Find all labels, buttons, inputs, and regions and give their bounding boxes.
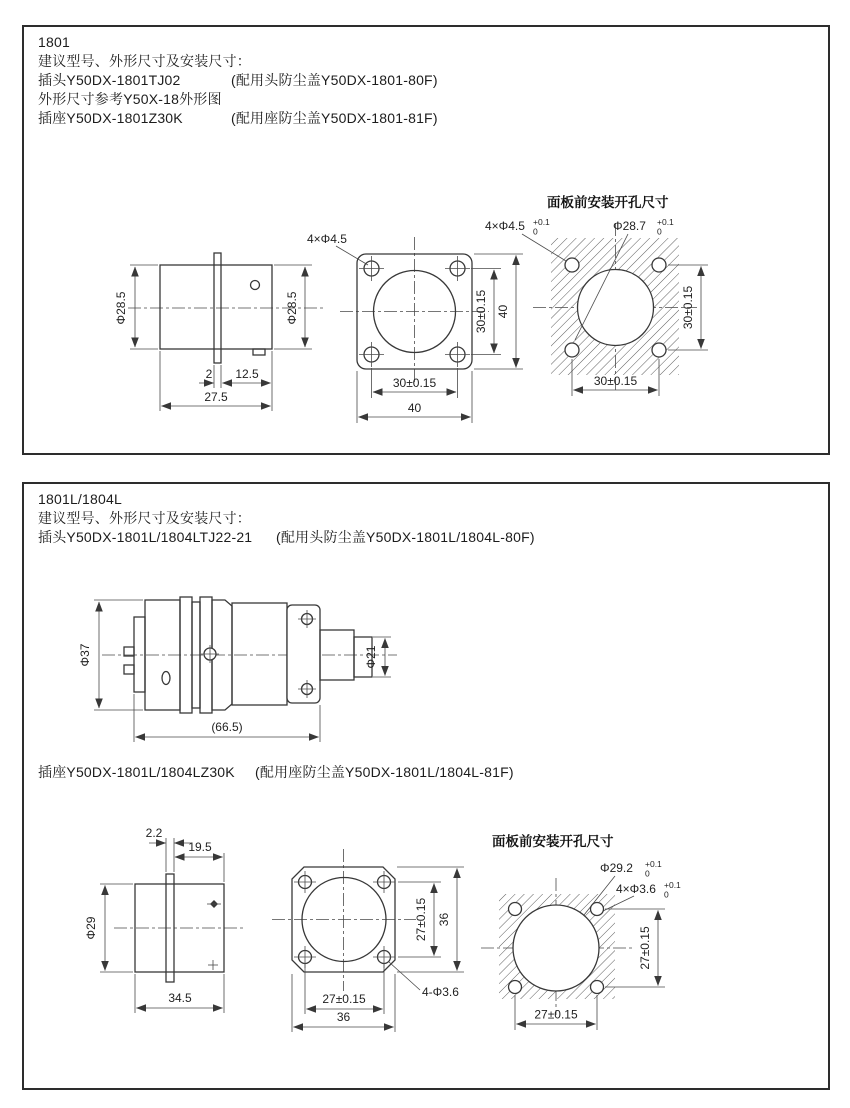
drawing-1801L-socket-view: [84, 826, 246, 1013]
keyway: [162, 672, 170, 685]
outline-ref-note: 外形尺寸参考Y50X-18外形图: [38, 91, 222, 107]
coupling-nut: [232, 603, 287, 705]
cutout-title: 面板前安装开孔尺寸: [492, 834, 614, 849]
plug-model: 插头Y50DX-1801L/1804LTJ22-21: [38, 529, 253, 545]
contact-tab: [124, 665, 134, 674]
drawing-1801-side-view: [114, 253, 324, 411]
dim-label: Φ28.5: [114, 291, 128, 325]
panel-1801: [22, 25, 830, 455]
dim-label: 2: [205, 367, 213, 381]
socket-cover-note: (配用座防尘盖Y50DX-1801L/1804L-81F): [255, 764, 514, 780]
dim-label: 40: [407, 401, 422, 415]
holes-callout: [389, 962, 459, 999]
bore-label: Φ29.2: [600, 861, 633, 875]
dim-label: Φ21: [364, 645, 378, 669]
tolerance-upper: +0.1: [533, 217, 550, 227]
dim-label: 27.5: [204, 390, 228, 404]
holes-label: 4×Φ4.5: [307, 232, 347, 246]
cutout-title: 面板前安装开孔尺寸: [547, 195, 669, 210]
plug-cover-note: (配用头防尘盖Y50DX-1801L/1804L-80F): [276, 529, 535, 545]
drawing-1801-front-view: [307, 232, 523, 423]
plug-cover-note: (配用头防尘盖Y50DX-1801-80F): [231, 72, 438, 88]
dim-label: 27±0.15: [322, 992, 366, 1006]
dim-label: 30±0.15: [681, 285, 695, 330]
dim-label: 2.2: [145, 826, 163, 840]
cross-hole: [201, 645, 219, 663]
socket-cover-note: (配用座防尘盖Y50DX-1801-81F): [231, 110, 438, 126]
dim-label: 34.5: [168, 991, 192, 1005]
dimension-cable-diameter: [364, 637, 391, 677]
dimension-dia-left: [114, 265, 158, 349]
dim-label: 27±0.15: [414, 897, 428, 942]
dim-label: (66.5): [211, 720, 243, 734]
section-subtitle: 建议型号、外形尺寸及安装尺寸：: [38, 510, 251, 526]
plug-model: 插头Y50DX-1801TJ02: [38, 72, 181, 88]
detail-marks: [207, 900, 221, 970]
tolerance-lower: 0: [645, 868, 650, 879]
dimension-dia-right: [274, 265, 312, 349]
holes-callout: [307, 232, 368, 265]
model-heading: 1801L/1804L: [38, 491, 122, 507]
tolerance-lower: 0: [664, 889, 669, 900]
tolerance-upper: +0.1: [645, 859, 662, 869]
tolerance-upper: +0.1: [657, 217, 674, 227]
dimension-total-length: [135, 974, 224, 1013]
socket-model: 插座Y50DX-1801Z30K: [38, 110, 183, 126]
dim-label: Φ28.5: [285, 291, 299, 325]
dim-label: 30±0.15: [392, 376, 437, 390]
key-tab: [253, 349, 265, 355]
panel-1801L-drawings: [24, 484, 828, 1088]
dimension-lengths: [160, 351, 272, 411]
dim-label: 12.5: [235, 367, 259, 381]
tolerance-lower: 0: [657, 226, 662, 237]
holes-label: 4×Φ4.5: [485, 219, 525, 233]
drawing-1801-cutout-view: [485, 194, 708, 396]
section-subtitle: 建议型号、外形尺寸及安装尺寸：: [38, 53, 251, 69]
panel-1801L: [22, 482, 830, 1090]
vent-hole: [251, 281, 260, 290]
dimension-front-length: [175, 840, 224, 882]
socket-model: 插座Y50DX-1801L/1804LZ30K: [38, 764, 235, 780]
holes-label: 4×Φ3.6: [616, 882, 656, 896]
dimension-flange-thickness: [146, 826, 191, 872]
drawing-1801L-cutout-view: [481, 833, 681, 1030]
tolerance-lower: 0: [533, 226, 538, 237]
mounting-plate: [287, 605, 320, 703]
dim-label: 30±0.15: [474, 289, 488, 334]
dim-label: 40: [496, 304, 510, 319]
dim-label: 27±0.15: [638, 926, 652, 970]
model-heading: 1801: [38, 34, 70, 50]
panel-1801-drawings: [24, 27, 828, 453]
drawing-1801L-plug-view: [78, 597, 397, 742]
dim-label: 30±0.15: [593, 374, 638, 388]
cutout-bore: [513, 905, 599, 991]
bore-label: Φ28.7: [613, 219, 646, 233]
tolerance-upper: +0.1: [664, 880, 681, 890]
body-outline: [160, 265, 272, 349]
dim-label: 36: [336, 1010, 351, 1024]
dim-label: 19.5: [188, 840, 212, 854]
dim-label: Φ29: [84, 916, 98, 940]
dim-label: 36: [437, 912, 451, 927]
holes-label: 4-Φ3.6: [422, 985, 459, 999]
rear-insert: [134, 617, 145, 692]
drawing-1801L-front-view: [272, 849, 464, 1032]
dim-label: 27±0.15: [534, 1007, 578, 1022]
cutout-bore: [578, 270, 654, 346]
dim-label: Φ37: [78, 643, 92, 667]
